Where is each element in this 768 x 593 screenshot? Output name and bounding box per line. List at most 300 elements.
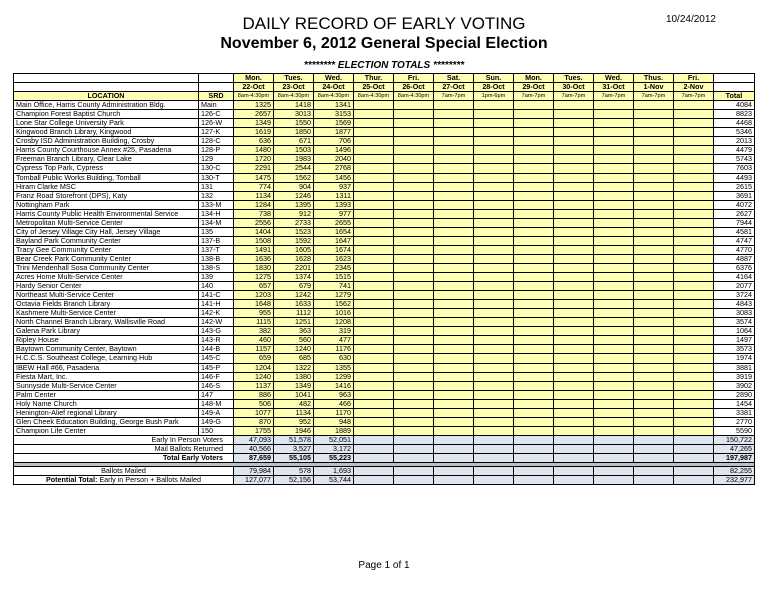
count-cell: 1242 [274, 291, 314, 300]
count-cell: 1720 [234, 155, 274, 164]
empty-count-cell [474, 245, 514, 254]
summary-total: 47,265 [714, 444, 755, 453]
empty-count-cell [394, 309, 434, 318]
count-cell: 1279 [314, 291, 354, 300]
srd-cell: 131 [199, 182, 234, 191]
row-total-cell: 3573 [714, 345, 755, 354]
empty-count-cell [434, 128, 474, 137]
empty-count-cell [594, 164, 634, 173]
empty-count-cell [634, 164, 674, 173]
empty-count-cell [514, 309, 554, 318]
location-cell: Tracy Gee Community Center [14, 245, 199, 254]
empty-count-cell [394, 146, 434, 155]
empty-count-cell [394, 119, 434, 128]
summary-empty [554, 453, 594, 462]
empty-count-cell [594, 191, 634, 200]
table-row [14, 155, 755, 164]
location-cell: Northeast Multi-Service Center [14, 291, 199, 300]
empty-count-cell [594, 363, 634, 372]
day-header: Thur. [354, 74, 394, 83]
count-cell: 1418 [274, 101, 314, 110]
empty-count-cell [634, 417, 674, 426]
srd-cell: 135 [199, 227, 234, 236]
count-cell: 2657 [234, 110, 274, 119]
summary-empty [514, 444, 554, 453]
empty-count-cell [554, 327, 594, 336]
empty-count-cell [514, 408, 554, 417]
empty-count-cell [354, 390, 394, 399]
summary-empty [554, 435, 594, 444]
srd-cell: 139 [199, 273, 234, 282]
srd-cell: 142-K [199, 309, 234, 318]
empty-count-cell [434, 372, 474, 381]
srd-cell: 126-W [199, 119, 234, 128]
empty-count-cell [674, 173, 714, 182]
empty-count-cell [434, 209, 474, 218]
summary-empty [594, 453, 634, 462]
potential-total-label: Potential Total: [45, 475, 98, 485]
empty-count-cell [514, 110, 554, 119]
count-cell: 977 [314, 209, 354, 218]
empty-count-cell [674, 282, 714, 291]
empty-count-cell [354, 336, 394, 345]
row-total-cell: 1064 [714, 327, 755, 336]
date-header: 30-Oct [554, 83, 594, 92]
srd-cell: 137-B [199, 236, 234, 245]
empty-count-cell [394, 200, 434, 209]
empty-count-cell [354, 354, 394, 363]
summary-value: 47,093 [234, 435, 274, 444]
empty-count-cell [354, 372, 394, 381]
table-row [14, 426, 755, 435]
summary-empty [594, 476, 634, 485]
empty-count-cell [394, 164, 434, 173]
summary-value: 40,566 [234, 444, 274, 453]
empty-count-cell [554, 200, 594, 209]
empty-count-cell [434, 417, 474, 426]
count-cell: 904 [274, 182, 314, 191]
empty-count-cell [434, 110, 474, 119]
empty-count-cell [674, 318, 714, 327]
empty-count-cell [434, 336, 474, 345]
election-totals-caption: ******** ELECTION TOTALS ******** [303, 60, 465, 71]
row-total-cell: 7603 [714, 164, 755, 173]
empty-count-cell [394, 354, 434, 363]
empty-count-cell [634, 101, 674, 110]
date-header: 31-Oct [594, 83, 634, 92]
row-total-cell: 2627 [714, 209, 755, 218]
empty-count-cell [434, 182, 474, 191]
srd-cell: 149-G [199, 417, 234, 426]
count-cell: 1115 [234, 318, 274, 327]
total-early-label: Total Early Voters [14, 453, 234, 462]
row-total-cell: 4747 [714, 236, 755, 245]
row-total-cell: 3574 [714, 318, 755, 327]
location-cell: Champion Life Center [14, 426, 199, 435]
empty-count-cell [514, 390, 554, 399]
summary-empty [594, 435, 634, 444]
srd-cell: 144-B [199, 345, 234, 354]
count-cell: 1325 [234, 101, 274, 110]
row-total-cell: 3083 [714, 309, 755, 318]
empty-count-cell [394, 291, 434, 300]
count-cell: 477 [314, 336, 354, 345]
count-cell: 886 [234, 390, 274, 399]
count-cell: 1508 [234, 236, 274, 245]
empty-count-cell [594, 200, 634, 209]
table-row [14, 390, 755, 399]
location-cell: Lone Star College University Park [14, 119, 199, 128]
empty-count-cell [674, 164, 714, 173]
date-header: 27-Oct [434, 83, 474, 92]
summary-empty [434, 435, 474, 444]
empty-count-cell [674, 119, 714, 128]
empty-count-cell [354, 381, 394, 390]
row-total-cell: 5743 [714, 155, 755, 164]
table-row [14, 263, 755, 272]
table-row [14, 209, 755, 218]
count-cell: 1647 [314, 236, 354, 245]
day-header: Sat. [434, 74, 474, 83]
empty-count-cell [474, 164, 514, 173]
report-title: DAILY RECORD OF EARLY VOTING [242, 14, 526, 33]
empty-count-cell [394, 245, 434, 254]
summary-empty [434, 467, 474, 476]
count-cell: 657 [234, 282, 274, 291]
empty-count-cell [554, 254, 594, 263]
empty-count-cell [634, 390, 674, 399]
empty-count-cell [594, 173, 634, 182]
date-header: 23-Oct [274, 83, 314, 92]
summary-empty [634, 444, 674, 453]
empty-count-cell [434, 318, 474, 327]
mail-label: Mail Ballots Returned [14, 444, 234, 453]
count-cell: 1523 [274, 227, 314, 236]
summary-empty [674, 435, 714, 444]
empty-count-cell [594, 110, 634, 119]
count-cell: 1889 [314, 426, 354, 435]
summary-value: 3,172 [314, 444, 354, 453]
srd-cell: 138-B [199, 254, 234, 263]
empty-count-cell [434, 354, 474, 363]
empty-count-cell [474, 137, 514, 146]
empty-count-cell [394, 318, 434, 327]
empty-count-cell [594, 236, 634, 245]
empty-count-cell [634, 399, 674, 408]
srd-cell: 143-R [199, 336, 234, 345]
empty-count-cell [554, 354, 594, 363]
summary-value: 3,527 [274, 444, 314, 453]
count-cell: 1112 [274, 309, 314, 318]
count-cell: 482 [274, 399, 314, 408]
table-row [14, 345, 755, 354]
empty-count-cell [674, 300, 714, 309]
row-total-cell: 6376 [714, 263, 755, 272]
empty-count-cell [474, 300, 514, 309]
empty-count-cell [354, 363, 394, 372]
summary-empty [594, 467, 634, 476]
empty-count-cell [634, 209, 674, 218]
empty-count-cell [514, 254, 554, 263]
table-row [14, 173, 755, 182]
hours-header: 7am-7pm [514, 92, 554, 101]
empty-count-cell [434, 119, 474, 128]
day-header: Mon. [234, 74, 274, 83]
empty-count-cell [394, 155, 434, 164]
row-total-cell: 3902 [714, 381, 755, 390]
location-cell: H.C.C.S. Southeast College, Learning Hub [14, 354, 199, 363]
count-cell: 1755 [234, 426, 274, 435]
days-row [14, 74, 755, 83]
location-cell: Palm Center [14, 390, 199, 399]
count-cell: 363 [274, 327, 314, 336]
count-cell: 1562 [314, 300, 354, 309]
count-cell: 738 [234, 209, 274, 218]
srd-cell: 132 [199, 191, 234, 200]
empty-count-cell [354, 345, 394, 354]
count-cell: 1208 [314, 318, 354, 327]
empty-count-cell [354, 245, 394, 254]
count-cell: 2556 [234, 218, 274, 227]
location-cell: Tomball Public Works Building, Tomball [14, 173, 199, 182]
empty-count-cell [594, 417, 634, 426]
location-cell: Metropolitan Multi-Service Center [14, 218, 199, 227]
empty-count-cell [674, 182, 714, 191]
table-row [14, 408, 755, 417]
empty-count-cell [634, 381, 674, 390]
empty-count-cell [354, 254, 394, 263]
location-header: LOCATION [14, 92, 199, 101]
hours-header: 7am-7pm [434, 92, 474, 101]
count-cell: 1456 [314, 173, 354, 182]
count-cell: 506 [234, 399, 274, 408]
count-cell: 1404 [234, 227, 274, 236]
srd-cell: 150 [199, 426, 234, 435]
empty-count-cell [674, 408, 714, 417]
dates-row [14, 83, 755, 92]
location-cell: Kashmere Multi-Service Center [14, 309, 199, 318]
summary-empty [554, 467, 594, 476]
empty-count-cell [514, 381, 554, 390]
count-cell: 1562 [274, 173, 314, 182]
empty-count-cell [394, 345, 434, 354]
summary-empty [474, 453, 514, 462]
empty-count-cell [594, 309, 634, 318]
summary-value: 127,077 [234, 476, 274, 485]
empty-count-cell [354, 282, 394, 291]
empty-count-cell [394, 327, 434, 336]
empty-count-cell [634, 200, 674, 209]
empty-count-cell [554, 155, 594, 164]
empty-count-cell [594, 182, 634, 191]
row-total-cell: 2890 [714, 390, 755, 399]
row-total-cell: 3881 [714, 363, 755, 372]
count-cell: 3013 [274, 110, 314, 119]
empty-count-cell [514, 273, 554, 282]
mail-row [14, 444, 755, 453]
location-cell: Fiesta Mart, Inc. [14, 372, 199, 381]
in-person-label: Early In Person Voters [14, 435, 234, 444]
empty-count-cell [594, 291, 634, 300]
count-cell: 319 [314, 327, 354, 336]
empty-count-cell [594, 119, 634, 128]
summary-value: 52,051 [314, 435, 354, 444]
summary-total: 197,987 [714, 453, 755, 462]
table-row [14, 227, 755, 236]
empty-count-cell [634, 218, 674, 227]
summary-empty [474, 476, 514, 485]
summary-empty [594, 444, 634, 453]
empty-count-cell [434, 254, 474, 263]
empty-count-cell [674, 236, 714, 245]
row-total-cell: 4770 [714, 245, 755, 254]
row-total-cell: 2013 [714, 137, 755, 146]
table-row [14, 182, 755, 191]
location-cell: Hiram Clarke MSC [14, 182, 199, 191]
row-total-cell: 3691 [714, 191, 755, 200]
day-header: Fri. [674, 74, 714, 83]
empty-count-cell [514, 345, 554, 354]
hours-header: 8am-4:30pm [394, 92, 434, 101]
row-total-cell: 1497 [714, 336, 755, 345]
election-title: November 6, 2012 General Special Election [220, 35, 548, 52]
count-cell: 466 [314, 399, 354, 408]
srd-cell: 146-S [199, 381, 234, 390]
summary-value: 55,223 [314, 453, 354, 462]
empty-count-cell [674, 128, 714, 137]
hours-header: 8am-4:30pm [234, 92, 274, 101]
blank-cell [714, 74, 755, 83]
summary-empty [394, 435, 434, 444]
count-cell: 2201 [274, 263, 314, 272]
count-cell: 1251 [274, 318, 314, 327]
blank-cell [199, 74, 234, 83]
date-header: 29-Oct [514, 83, 554, 92]
day-header: Fri. [394, 74, 434, 83]
empty-count-cell [354, 327, 394, 336]
empty-count-cell [634, 110, 674, 119]
empty-count-cell [434, 146, 474, 155]
count-cell: 955 [234, 309, 274, 318]
empty-count-cell [594, 336, 634, 345]
day-header: Thus. [634, 74, 674, 83]
count-cell: 1374 [274, 273, 314, 282]
table-row [14, 282, 755, 291]
empty-count-cell [634, 173, 674, 182]
empty-count-cell [434, 426, 474, 435]
empty-count-cell [474, 173, 514, 182]
empty-count-cell [514, 300, 554, 309]
empty-count-cell [554, 291, 594, 300]
blank-cell [14, 83, 199, 92]
empty-count-cell [554, 164, 594, 173]
location-cell: Champion Forest Baptist Church [14, 110, 199, 119]
empty-count-cell [594, 254, 634, 263]
empty-count-cell [634, 245, 674, 254]
summary-empty [674, 476, 714, 485]
location-cell: Harris County Public Health Environmental Service [14, 209, 199, 218]
count-cell: 1157 [234, 345, 274, 354]
date-header: 2-Nov [674, 83, 714, 92]
summary-empty [554, 476, 594, 485]
empty-count-cell [634, 408, 674, 417]
empty-count-cell [354, 164, 394, 173]
summary-empty [674, 453, 714, 462]
empty-count-cell [674, 155, 714, 164]
row-total-cell: 4479 [714, 146, 755, 155]
count-cell: 1176 [314, 345, 354, 354]
summary-value: 1,693 [314, 467, 354, 476]
count-cell: 1322 [274, 363, 314, 372]
summary-empty [394, 476, 434, 485]
empty-count-cell [394, 236, 434, 245]
count-cell: 3153 [314, 110, 354, 119]
empty-count-cell [634, 309, 674, 318]
empty-count-cell [514, 200, 554, 209]
empty-count-cell [554, 146, 594, 155]
empty-count-cell [354, 417, 394, 426]
srd-cell: 143-G [199, 327, 234, 336]
empty-count-cell [674, 399, 714, 408]
count-cell: 1674 [314, 245, 354, 254]
empty-count-cell [354, 182, 394, 191]
count-cell: 1246 [274, 191, 314, 200]
empty-count-cell [634, 327, 674, 336]
empty-count-cell [354, 137, 394, 146]
srd-cell: 133-M [199, 200, 234, 209]
empty-count-cell [474, 399, 514, 408]
empty-count-cell [474, 345, 514, 354]
empty-count-cell [354, 173, 394, 182]
empty-count-cell [674, 218, 714, 227]
empty-count-cell [554, 390, 594, 399]
location-cell: Harris County Courthouse Annex #25, Pasadena [14, 146, 199, 155]
empty-count-cell [394, 182, 434, 191]
empty-count-cell [634, 345, 674, 354]
empty-count-cell [394, 363, 434, 372]
empty-count-cell [554, 300, 594, 309]
empty-count-cell [634, 155, 674, 164]
empty-count-cell [394, 209, 434, 218]
location-cell: City of Jersey Village City Hall, Jersey Village [14, 227, 199, 236]
empty-count-cell [514, 318, 554, 327]
empty-count-cell [514, 191, 554, 200]
potential-label [14, 476, 234, 485]
empty-count-cell [394, 336, 434, 345]
empty-count-cell [554, 182, 594, 191]
srd-cell: 128-C [199, 137, 234, 146]
empty-count-cell [394, 408, 434, 417]
location-cell: North Channel Branch Library, Wallisville Road [14, 318, 199, 327]
summary-empty [634, 467, 674, 476]
empty-count-cell [554, 128, 594, 137]
count-cell: 1496 [314, 146, 354, 155]
empty-count-cell [474, 200, 514, 209]
location-cell: Kingwood Branch Library, Kingwood [14, 128, 199, 137]
empty-count-cell [474, 263, 514, 272]
empty-count-cell [354, 263, 394, 272]
location-cell: Henington-Alief regional Library [14, 408, 199, 417]
empty-count-cell [474, 101, 514, 110]
empty-count-cell [674, 381, 714, 390]
empty-count-cell [354, 128, 394, 137]
empty-count-cell [674, 372, 714, 381]
count-cell: 1648 [234, 300, 274, 309]
count-cell: 1355 [314, 363, 354, 372]
empty-count-cell [514, 164, 554, 173]
empty-count-cell [594, 399, 634, 408]
count-cell: 1503 [274, 146, 314, 155]
